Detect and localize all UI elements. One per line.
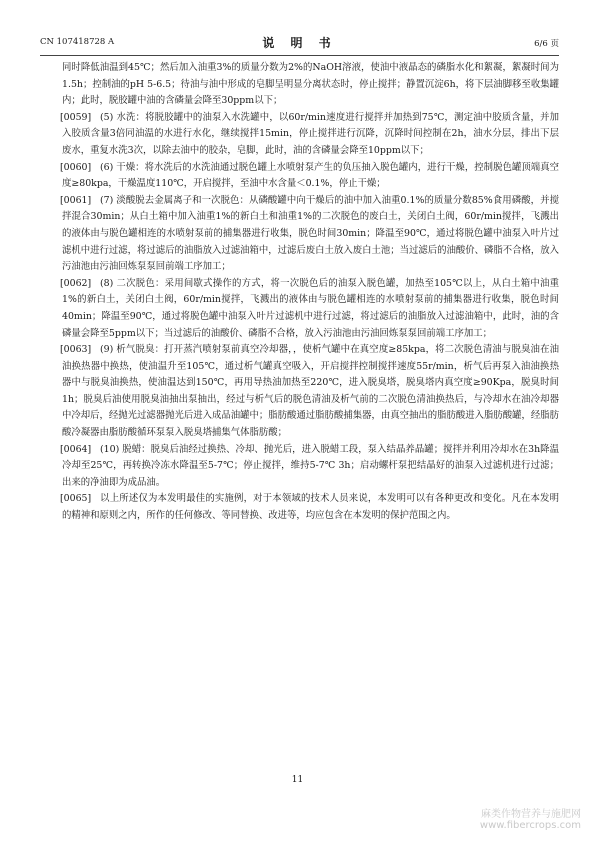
paragraph-0065 [62,491,559,524]
header-divider [40,55,559,56]
paragraph-text: (10) 脱蜡：脱臭后油经过换热、冷却、抛光后，进入脱蜡工段，泵入结晶养晶罐；搅拌并利用冷却水在3h降温冷却至25℃，再转换冷冻水降温至5-7℃；停止搅拌，维持5-7℃ 3h；启动螺杆泵把结晶好的油泵入过滤机进行过滤；出来的净油即为成品油。 [62,443,559,488]
page-header [40,34,559,50]
paragraph-text: (5) 水洗：将脱胶罐中的油泵入水洗罐中，以60r/min速度进行搅拌并加热到75℃，测定油中胶质含量，并加入胶质含量3倍同油温的水进行水化，继续搅拌15min，停止搅拌进行沉降，沉降时间控制在2h，油水分层，排出下层废水，重复水洗3次，以除去油中的胶杂，皂脚，此时，油的含磷量会降至10ppm以下； [62,111,559,156]
paragraph-number: [0062] [60,277,92,289]
document-body [62,60,559,525]
watermark-line-2: www.fibercrops.com [479,820,581,831]
doc-title: 说 明 书 [262,36,337,50]
paragraph-0064 [62,442,559,492]
watermark-line-1: 麻类作物营养与施肥网 [481,809,581,820]
paragraph-text: (6) 干燥：将水洗后的水洗油通过脱色罐上水喷射泵产生的负压抽入脱色罐内，进行干燥，控制脱色罐顶端真空度≥80kpa，干燥温度110℃，开启搅拌，至油中水含量＜0.1%，停止干燥； [62,161,559,190]
paragraph-number: [0059] [60,111,92,123]
paragraph-number: [0065] [60,493,92,505]
paragraph-0059 [62,110,559,160]
paragraph-0061 [62,193,559,276]
paragraph-number: [0061] [60,194,92,206]
paragraph-text: (9) 析气脱臭：打开蒸汽喷射泵前真空冷却器，，使析气罐中在真空度≥85kpa，将二次脱色清油与脱臭油在油油换热器中换热，使油温升至105℃，通过析气罐真空吸入，开启搅拌控制搅拌速度55r/min，析气后再泵入油油换热器中与脱臭油换热，使油温达到150℃，再用导热油加热至220℃，进入脱臭塔，脱臭塔内真空度≥90Kpa，脱臭时间1h；脱臭后油使用脱臭油抽出泵抽出，经过与析气后的脱色清油及析气前的二次脱色清油换热后，与冷却水在油冷却器中冷却后，经抛光过滤器抛光后进入成品油罐中；脂肪酸通过脂肪酸捕集器，由真空抽出的脂肪酸进入脂肪酸罐，经脂肪酸冷凝器由脂肪酸循环泵泵入脱臭塔捕集气体脂肪酸； [62,344,559,439]
paragraph-0060 [62,160,559,193]
paragraph-0062 [62,276,559,342]
paragraph-0063 [62,342,559,442]
paragraph-text: (7) 淡酸脱去金属离子和一次脱色：从磷酸罐中向干燥后的油中加入油重0.1%的质量分数85%食用磷酸，并搅拌混合30min；从白土箱中加入油重1%的新白土和油重1%的二次脱色的废白土，关闭白土阀，60r/min搅拌，飞溅出的液体由与脱色罐相连的水喷射泵前的捕集器进行收集，脱色时间30min；降温至90℃，通过将脱色罐中油泵入叶片过滤机中进行过滤，将过滤后的油脂放入过滤油箱中，过滤后废白土放入废白土池；当过滤后的油酸价、磷脂不合格，放入污油池由污油回炼泵泵回前端工序加工； [62,194,559,273]
paragraph-text: 以上所述仅为本发明最佳的实施例，对于本领域的技术人员来说，本发明可以有各种更改和变化。凡在本发明的精神和原则之内，所作的任何修改、等同替换、改进等，均应包含在本发明的保护范围之内。 [62,493,559,522]
paragraph-continuation [62,60,559,110]
paragraph-number: [0063] [60,344,92,356]
paragraph-text: 同时降低油温到45℃；然后加入油重3%的质量分数为2%的NaOH溶液，使油中液晶态的磷脂水化和絮凝，絮凝时间为1.5h；控制油的pH 5-6.5；待油与油中形成的皂脚呈明显分离状态时，停止搅拌；静置沉淀6h，将下层油脚移至收集罐内；此时，脱胶罐中油的含磷量会降至30ppm以下； [62,62,559,107]
doc-number: CN 107418728 A [40,37,115,47]
watermark [480,805,581,831]
paragraph-number: [0060] [60,161,92,173]
page-of: 6/6 页 [534,39,559,49]
paragraph-text: (8) 二次脱色：采用间歇式操作的方式，将一次脱色后的油泵入脱色罐，加热至105℃以上，从白土箱中油重1%的新白土，关闭白土阀，60r/min搅拌，飞溅出的液体由与脱色罐相连的水喷射泵前的捕集器进行收集，脱色时间40min；降温至90℃，通过将脱色罐中油泵入叶片过滤机中进行过滤，将过滤后的油脂放入过滤油箱中，此时，油的含磷量会降至5ppm以下；当过滤后的油酸价、磷脂不合格，放入污油池由污油回炼泵泵回前端工序加工； [62,277,559,339]
paragraph-number: [0064] [60,443,92,455]
page-number: 11 [291,775,304,785]
